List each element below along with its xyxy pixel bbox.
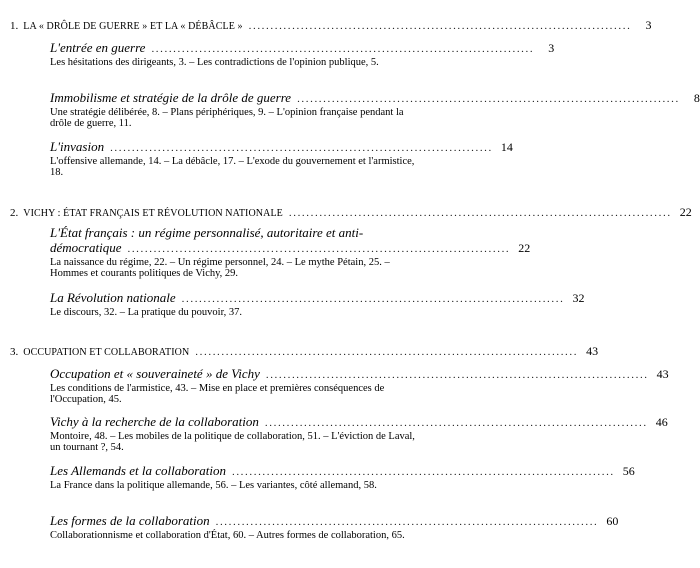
section-page-number: 43	[656, 367, 669, 381]
section-page-number: 14	[500, 140, 513, 154]
section-description: Les hésitations des dirigeants, 3. – Les contradictions de l'opinion publique, 5.	[50, 57, 379, 68]
section-title: L'invasion	[50, 139, 105, 154]
chapter-page-number: 3	[645, 18, 652, 32]
chapter-number: 1.	[10, 20, 19, 32]
section-entry	[50, 139, 513, 178]
chapter-3-heading	[10, 344, 599, 359]
section-description: L'offensive allemande, 14. – La débâcle, 17. – L'exode du gouvernement et l'armistice, 18.	[50, 156, 415, 178]
section-page-number: 32	[572, 291, 585, 305]
section-title: La Révolution nationale	[50, 290, 176, 305]
dot-leader: ........................................................................................	[151, 43, 535, 55]
section-description: Le discours, 32. – La pratique du pouvoir, 37.	[50, 307, 243, 318]
section-title: Les Allemands et la collaboration	[50, 463, 226, 478]
chapter-page-number: 22	[679, 205, 692, 219]
section-page-number: 56	[622, 464, 635, 478]
chapter-title: LA « DRÔLE DE GUERRE » ET LA « DÉBÂCLE »	[23, 21, 243, 32]
section-title-line-1: L'État français : un régime personnalisé, autoritaire et anti-	[50, 225, 364, 240]
dot-leader: ........................................................................................	[264, 417, 648, 429]
chapter-page-number: 43	[586, 344, 599, 358]
section-description: Une stratégie délibérée, 8. – Plans périphériques, 9. – L'opinion française pendant la drôle de guerre, 11.	[50, 107, 404, 129]
dot-leader: ........................................................................................	[288, 207, 672, 219]
dot-leader: ........................................................................................	[110, 142, 493, 154]
section-description: Les conditions de l'armistice, 43. – Mise en place et premières conséquences de l'Occupation, 45.	[50, 383, 385, 405]
section-description: La naissance du régime, 22. – Un régime personnel, 24. – Le mythe Pétain, 25. – Hommes et courants politiques de Vichy, 29.	[50, 257, 390, 279]
chapter-title: OCCUPATION ET COLLABORATION	[23, 347, 190, 358]
section-description: Montoire, 48. – Les mobiles de la politique de collaboration, 51. – L'éviction de Laval, un tournant ?, 54.	[50, 431, 415, 453]
section-title-line-2: démocratique	[50, 240, 122, 255]
section-entry	[50, 366, 669, 405]
chapter-2-heading	[10, 205, 692, 220]
section-title: Immobilisme et stratégie de la drôle de guerre	[50, 90, 292, 105]
section-page-number: 3	[548, 41, 555, 55]
section-entry	[50, 290, 585, 318]
section-page-number: 8	[693, 91, 700, 105]
chapter-title: VICHY : ÉTAT FRANÇAIS ET RÉVOLUTION NATIONALE	[23, 208, 283, 219]
chapter-1-heading	[10, 18, 652, 33]
section-entry	[50, 225, 531, 279]
section-description: Collaborationnisme et collaboration d'État, 60. – Autres formes de collaboration, 65.	[50, 530, 405, 541]
chapter-number: 3.	[10, 346, 19, 358]
section-description: La France dans la politique allemande, 56. – Les variantes, côté allemand, 58.	[50, 480, 377, 491]
dot-leader: ........................................................................................	[231, 466, 615, 478]
dot-leader: ........................................................................................	[195, 346, 579, 358]
dot-leader: ........................................................................................	[265, 369, 649, 381]
section-entry	[50, 463, 635, 491]
section-title: Les formes de la collaboration	[50, 513, 210, 528]
section-entry	[50, 90, 700, 129]
dot-leader: ........................................................................................	[181, 293, 565, 305]
chapter-number: 2.	[10, 207, 19, 219]
section-title: L'entrée en guerre	[50, 40, 146, 55]
section-page-number: 60	[606, 514, 619, 528]
section-entry	[50, 513, 619, 541]
dot-leader: ........................................................................................	[215, 516, 599, 528]
dot-leader: ........................................................................................	[297, 93, 680, 105]
section-title: Occupation et « souveraineté » de Vichy	[50, 366, 260, 381]
section-title: Vichy à la recherche de la collaboration	[50, 414, 259, 429]
section-entry	[50, 414, 668, 453]
section-page-number: 46	[655, 415, 668, 429]
dot-leader: ........................................................................................	[248, 20, 632, 32]
section-entry	[50, 40, 555, 68]
section-page-number: 22	[518, 241, 531, 255]
dot-leader: ........................................................................................	[127, 243, 511, 255]
